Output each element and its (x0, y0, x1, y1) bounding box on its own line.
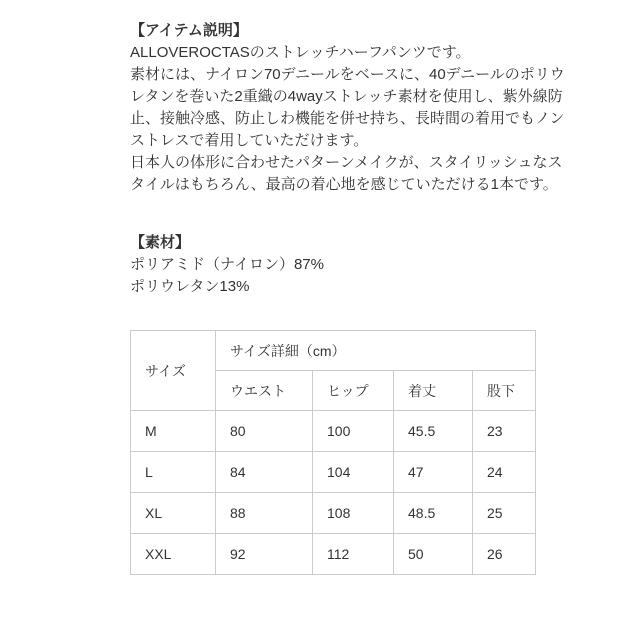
size-table (130, 330, 536, 575)
hip-cell: 112 (313, 534, 394, 575)
description-line-3: レタンを巻いた2重織の4wayストレッチ素材を使用し、紫外線防 (130, 88, 563, 105)
column-header-length: 着丈 (394, 371, 473, 411)
material-heading: 【素材】 (130, 234, 191, 251)
size-cell: L (131, 452, 216, 493)
size-cell: XXL (131, 534, 216, 575)
size-table-header-row-top (131, 331, 536, 371)
description-line-6: 日本人の体形に合わせたパターンメイクが、スタイリッシュなス (130, 154, 563, 171)
size-row-xxl (131, 534, 536, 575)
length-cell: 50 (394, 534, 473, 575)
description-line-5: ストレスで着用していただけます。 (130, 132, 369, 149)
size-row-xl (131, 493, 536, 534)
item-description-section (130, 19, 575, 196)
length-cell: 47 (394, 452, 473, 493)
size-row-l (131, 452, 536, 493)
inseam-cell: 26 (473, 534, 536, 575)
column-header-waist: ウエスト (216, 371, 313, 411)
size-column-header: サイズ (131, 331, 216, 411)
column-header-hip: ヒップ (313, 371, 394, 411)
hip-cell: 100 (313, 411, 394, 452)
waist-cell: 84 (216, 452, 313, 493)
length-cell: 48.5 (394, 493, 473, 534)
size-detail-header: サイズ詳細（cm） (216, 331, 536, 371)
inseam-cell: 24 (473, 452, 536, 493)
column-header-inseam: 股下 (473, 371, 536, 411)
size-row-m (131, 411, 536, 452)
hip-cell: 108 (313, 493, 394, 534)
description-line-7: タイルはもちろん、最高の着心地を感じていただける1本です。 (130, 176, 558, 193)
waist-cell: 88 (216, 493, 313, 534)
hip-cell: 104 (313, 452, 394, 493)
material-line-1: ポリアミド（ナイロン）87% (130, 256, 324, 273)
inseam-cell: 23 (473, 411, 536, 452)
inseam-cell: 25 (473, 493, 536, 534)
material-line-2: ポリウレタン13% (130, 278, 250, 295)
description-line-1: ALLOVEROCTASのストレッチハーフパンツです。 (130, 44, 471, 61)
size-cell: XL (131, 493, 216, 534)
material-section (130, 231, 575, 298)
item-description-heading: 【アイテム説明】 (130, 22, 248, 39)
waist-cell: 80 (216, 411, 313, 452)
waist-cell: 92 (216, 534, 313, 575)
description-line-4: 止、接触冷感、防止しわ機能を併せ持ち、長時間の着用でもノン (130, 110, 565, 127)
description-line-2: 素材には、ナイロン70デニールをベースに、40デニールのポリウ (130, 66, 565, 83)
length-cell: 45.5 (394, 411, 473, 452)
size-cell: M (131, 411, 216, 452)
